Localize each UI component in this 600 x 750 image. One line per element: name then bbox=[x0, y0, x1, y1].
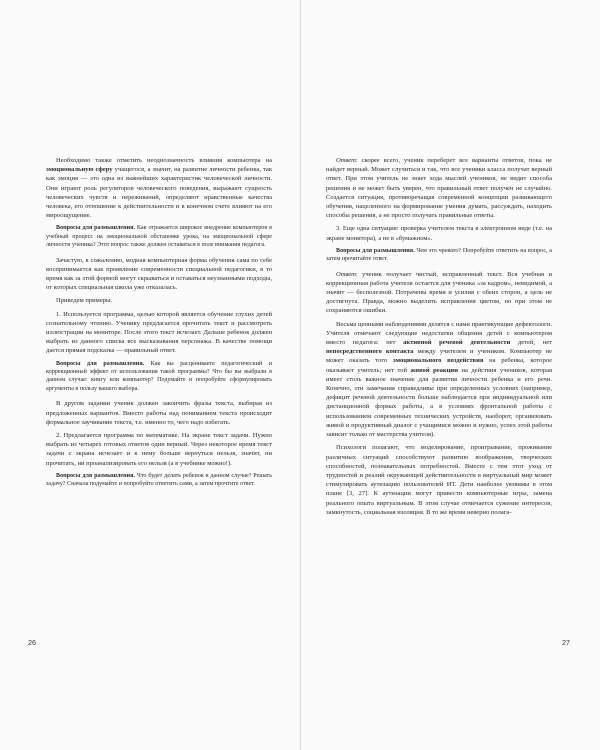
paragraph bbox=[46, 156, 272, 220]
paragraph-text: 3. Еще одна ситуация: проверка учителем текста в электронном виде (т.е. на экране монитора), а не в «бумажном». bbox=[326, 225, 552, 242]
paragraph bbox=[46, 399, 272, 427]
paragraph-text: между учителем и учеником. Компьютер не может оказать того bbox=[326, 348, 552, 365]
bold-term: эмоционального воздействия bbox=[392, 357, 484, 365]
bold-term: активной речевой деятельности bbox=[403, 339, 511, 347]
question-label: Вопросы для размышления. bbox=[336, 247, 415, 254]
reflection-question bbox=[46, 360, 272, 394]
reflection-question bbox=[326, 247, 552, 264]
paragraph-text: на ребенка, которое оказывает учитель; нет той bbox=[326, 357, 552, 374]
paragraph-text: Психологи полагают, что моделирование, проигрывание, проживание различных ситуаций способствуют развитию воображения, творческих способностей, познавательных потребностей. Вместе с тем этот уход от трудностей и реалий окружающей действительности в виртуальный мир может стимулировать аутизацию пользователей ИТ. Дети наиболее уязвимы в этом плане [3, 27]. К аутизации могут привести компьютерные игры, замена реального опыта виртуальным. В этом случае отмечается сужение интересов, замкнутость, социальная изоляция. В то же время неверно полага- bbox=[326, 444, 552, 516]
paragraph-text: учащегося, а значит, на развитие личности ребенка, так как эмоция — это одна из важнейших характеристик человеческой личности. Они играют роль регуляторов человеческого поведения, выражают сущность человеческих чувств и переживаний, определяют нравственные качества человека, его отношение к действительности и в конечном счете влияют на его мироощущение. bbox=[46, 166, 273, 220]
page-number-right: 27 bbox=[562, 638, 570, 647]
paragraph bbox=[46, 256, 272, 293]
paragraph-text: В другом задании ученик должен закончить фразы текста, выбирая из предложенных вариантов. Вместо работы над пониманием текста происходит формальное заучивание текста, т.е. именно то, чего надо избегать. bbox=[46, 400, 272, 426]
paragraph-text: 1. Используется программа, целью которой является обучение глухих детей сознательному чтению. Ученику предлагается прочитать текст и рассмотреть иллюстрации на мониторе. После этого текст исчезает. Дальше ребенок должен выбрать из данного списка все высказывания персонажа. В качестве помощи дается прямая подсказка — правильный ответ. bbox=[46, 310, 272, 355]
reflection-question bbox=[46, 224, 272, 249]
bold-term: эмоциональную сферу bbox=[46, 166, 113, 174]
paragraph-text: 2. Предлагается программа по математике. На экране текст задачи. Нужно выбрать из четырех готовых ответов один верный. Через некоторое время текст задачи с экрана исчезает и к нему больше вернуться нельзя, значит, ни прочитать, ни проанализировать его нельзя (а в учебнике можно!). bbox=[46, 431, 272, 467]
paragraph-text: : ученик получает чистый, исправленный текст. Вся учебная и коррекционная работа учителя остается для ученика «за кадром», невидимой, а значит — бесполезной. Потрачены время и усилия с обеих сторон, а цель не достигнута. Правда, можно выделить исправления цветом, но при этом не сохраняются ошибки. bbox=[326, 270, 552, 315]
bold-term: живой реакции bbox=[410, 366, 458, 374]
answer-label: Ответ bbox=[336, 157, 356, 164]
answer-label: Ответ bbox=[336, 270, 356, 278]
paragraph bbox=[46, 296, 272, 305]
page-number-left: 26 bbox=[28, 638, 36, 647]
question-label: Вопросы для размышления. bbox=[56, 360, 145, 367]
answer-paragraph bbox=[326, 156, 552, 220]
answer-paragraph bbox=[326, 270, 552, 316]
question-text: Как отражается широкое внедрение компьютеров в учебный процесс на эмоциональной обстановке урока, на эмоциональной сфере личности ученика? Этот вопрос также должен оставаться в поле внимания педагога. bbox=[46, 225, 272, 249]
paragraph-text: : скорее всего, ученик переберет все варианты ответов, пока не найдет верный. Может случиться и так, что все ученики класса получат верный ответ. При этом учитель не знает хода мыслей учеников, не видит способа решения и не может быть уверен, что правильный ответ получен не случайно. Создается ситуация, противоречащая современной концепции развивающего обучения, нацеленного на формирование умения думать, рассуждать, находить способы решения, а не просто получать правильные ответы. bbox=[326, 157, 552, 220]
bold-term: непосредственного контакта bbox=[326, 348, 414, 356]
left-page-text bbox=[46, 156, 272, 495]
question-label: Вопросы для размышления. bbox=[56, 472, 135, 479]
question-label: Вопросы для размышления. bbox=[56, 225, 135, 232]
reflection-question bbox=[46, 472, 272, 489]
paragraph-text: Необходимо также отметить неоднозначность влияния компьютера на bbox=[56, 157, 272, 164]
paragraph-text: детей, нет bbox=[510, 339, 552, 347]
paragraph bbox=[326, 224, 552, 242]
paragraph-text: Весьма ценными наблюдениями делятся с нами практикующие дефектологи. Учителя отмечают следующие недостатки общения детей с компьютером вместо педагога: нет bbox=[326, 320, 552, 347]
question-text: Чем это чревато? Попробуйте ответить на вопрос, а затем прочитайте ответ. bbox=[326, 247, 552, 263]
paragraph-text: на действия учеников, которая имеет столь важное значение для развития личности ребенка и его речи. Конечно, эти замечания справедливы при определенных условиях (например, дефицит речевой деятельности больше наблюдается при индивидуальной или дистанционной формах работы, а в условиях фронтальной работы с использованием современных технических устройств, наоборот, организовать живой и продуктивный диалог с учащимися можно и нужно, успех этой работы зависит только от мастерства учителя). bbox=[326, 366, 552, 439]
paragraph bbox=[326, 320, 552, 440]
paragraph bbox=[326, 443, 552, 517]
paragraph bbox=[46, 431, 272, 468]
paragraph-text: Зачастую, к сожалению, модная компьютерная форма обучения сама по себе воспринимается как проявление современности специальной педагогики, в то время как за этой формой могут скрываться и оставаться неузнанными подходы, от которых специальная школа уже отказалась. bbox=[46, 256, 272, 292]
right-page-text bbox=[326, 156, 552, 521]
paragraph bbox=[46, 310, 272, 356]
question-text: Что будет делать ребенок в данном случае? Решать задачу? Сначала подумайте и попробуйте ответить сами, а затем прочтите ответ. bbox=[46, 472, 273, 488]
paragraph-text: Приведем примеры. bbox=[56, 297, 113, 305]
question-text: Как вы расцениваете педагогический и коррекционный эффект от использования такой программы? Что бы вы выбрали в данном случае: книгу или компьютер? Подумайте и попробуйте сформулировать аргументы в пользу вашего выбора. bbox=[46, 360, 272, 392]
